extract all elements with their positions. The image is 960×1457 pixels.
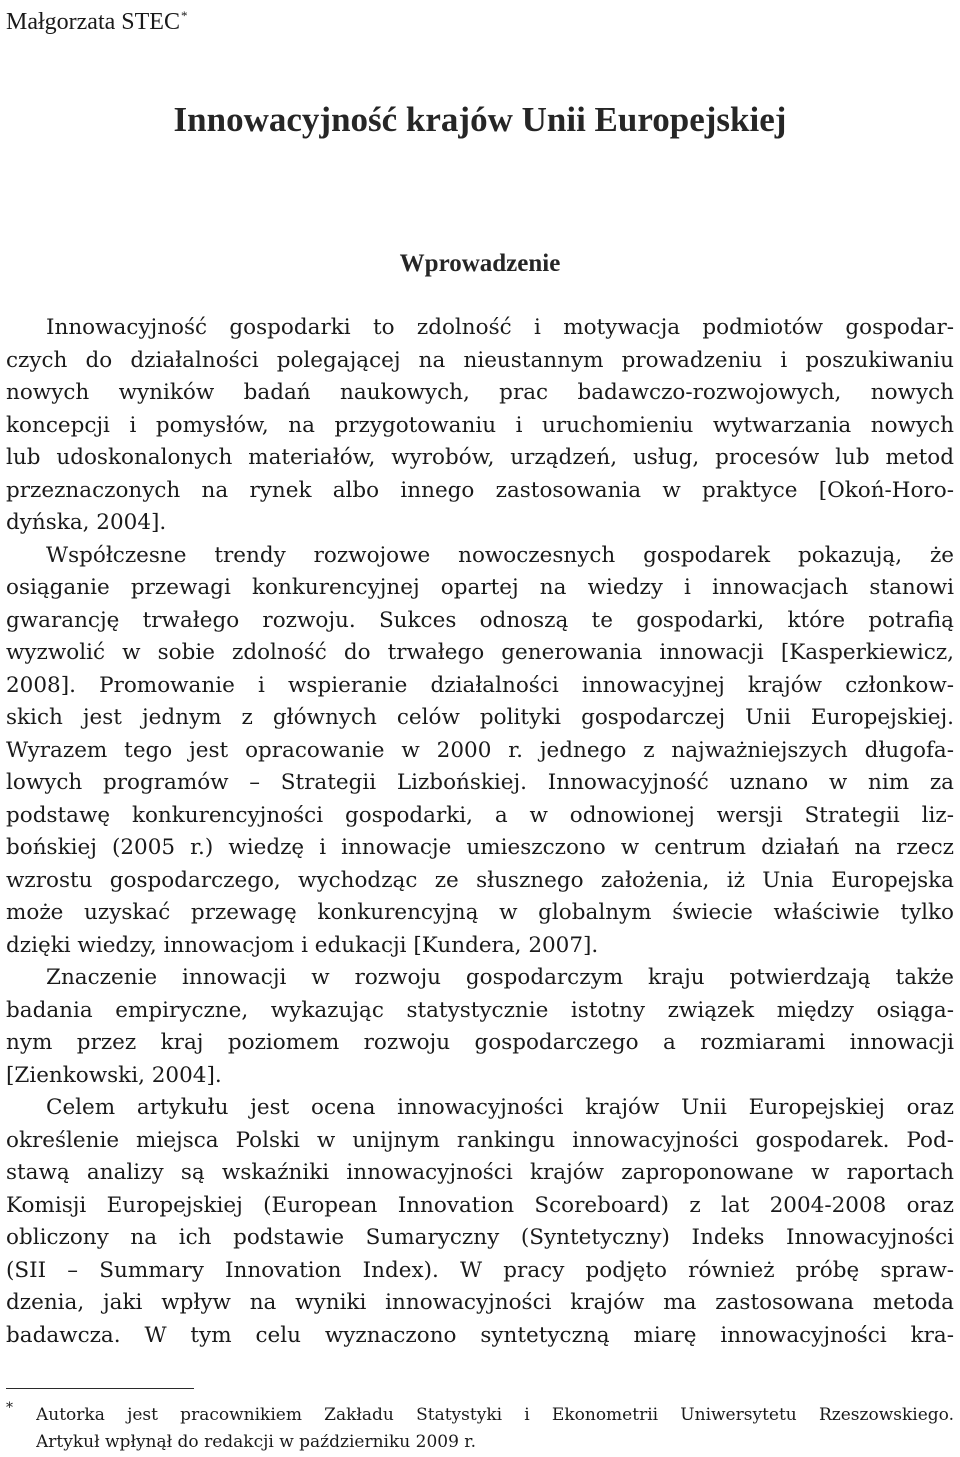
footnote-mark: * (6, 1400, 13, 1416)
text-line: Współczesne trendy rozwojowe nowoczesnych gospodarek pokazują, że (46, 542, 954, 568)
text-line: koncepcji i pomysłów, na przygotowaniu i uruchomieniu wytwarzania nowych (6, 412, 954, 438)
footnote-line: Autorka jest pracownikiem Zakładu Statystyki i Ekonometrii Uniwersytetu Rzeszowskiego. (36, 1405, 954, 1425)
author-name (6, 2, 187, 36)
text-line: dyńska, 2004]. (6, 510, 167, 535)
text-line: Komisji Europejskiej (European Innovation Scoreboard) z lat 2004-2008 oraz (6, 1192, 954, 1218)
text-line: nowych wyników badań naukowych, prac badawczo-rozwojowych, nowych (6, 380, 954, 405)
text-line: podstawę konkurencyjności gospodarki, a w odnowionej wersji Strategii liz- (6, 802, 954, 828)
text-line: nym przez kraj poziomem rozwoju gospodarczego a rozmiarami innowacji (6, 1030, 954, 1055)
text-line: osiąganie przewagi konkurencyjnej opartej na wiedzy i innowacjach stanowi (6, 575, 954, 600)
text-line: obliczony na ich podstawie Sumaryczny (Syntetyczny) Indeks Innowacyjności (6, 1225, 954, 1250)
text-line: wyzwolić w sobie zdolność do trwałego generowania innowacji [Kasperkiewicz, (6, 640, 954, 665)
text-line: [Zienkowski, 2004]. (6, 1062, 222, 1088)
text-line: badania empiryczne, wykazując statystycznie istotny związek między osiąga- (6, 997, 954, 1023)
text-line: lowych programów – Strategii Lizbońskiej. Innowacyjność uznano w nim za (6, 770, 954, 795)
author-footnote-mark: * (180, 8, 188, 23)
text-line: wzrostu gospodarczego, wychodząc ze słusznego założenia, iż Unia Europejska (6, 867, 954, 893)
footnote (6, 1402, 954, 1456)
text-line: Celem artykułu jest ocena innowacyjności krajów Unii Europejskiej oraz (46, 1095, 954, 1120)
text-line: (SII – Summary Innovation Index). W pracy podjęto również próbę spraw- (6, 1257, 954, 1283)
text-line: stawą analizy są wskaźniki innowacyjności krajów zaproponowane w raportach (6, 1160, 954, 1185)
text-line: 2008]. Promowanie i wspieranie działalności innowacyjnej krajów członkow- (6, 672, 954, 698)
text-line: określenie miejsca Polski w unijnym rankingu innowacyjności gospodarek. Pod- (6, 1127, 954, 1153)
author-name-text: Małgorzata STEC (6, 9, 180, 35)
text-line: czych do działalności polegającej na nieustannym prowadzeniu i poszukiwaniu (6, 347, 954, 373)
text-line: lub udoskonalonych materiałów, wyrobów, urządzeń, usług, procesów lub metod (6, 445, 954, 470)
text-line: przeznaczonych na rynek albo innego zastosowania w praktyce [Okoń-Horo- (6, 477, 954, 503)
text-line: skich jest jednym z głównych celów polityki gospodarczej Unii Europejskiej. (6, 705, 954, 730)
text-line: może uzyskać przewagę konkurencyjną w globalnym świecie właściwie tylko (6, 900, 954, 925)
section-heading: Wprowadzenie (399, 250, 561, 277)
text-line: Znaczenie innowacji w rozwoju gospodarczym kraju potwierdzają także (46, 965, 954, 990)
text-line: Innowacyjność gospodarki to zdolność i motywacja podmiotów gospodar- (46, 315, 954, 340)
footnote-text (6, 1402, 954, 1456)
text-line: badawcza. W tym celu wyznaczono syntetyczną miarę innowacyjności kra- (6, 1322, 954, 1348)
text-line: dzenia, jaki wpływ na wyniki innowacyjności krajów ma zastosowana metoda (6, 1290, 954, 1315)
text-line: gwarancję trwałego rozwoju. Sukces odnoszą te gospodarki, które potrafią (6, 607, 954, 633)
footnote-line: Artykuł wpłynął do redakcji w październiku 2009 r. (36, 1432, 476, 1452)
text-line: bońskiej (2005 r.) wiedzę i innowacje umieszczono w centrum działań na rzecz (6, 835, 954, 860)
body-text (6, 312, 954, 1352)
text-line: dzięki wiedzy, innowacjom i edukacji [Kundera, 2007]. (6, 932, 599, 958)
footnote-divider (6, 1388, 194, 1389)
article-title: Innowacyjność krajów Unii Europejskiej (173, 100, 787, 139)
text-line: Wyrazem tego jest opracowanie w 2000 r. jednego z najważniejszych długofa- (6, 737, 954, 763)
